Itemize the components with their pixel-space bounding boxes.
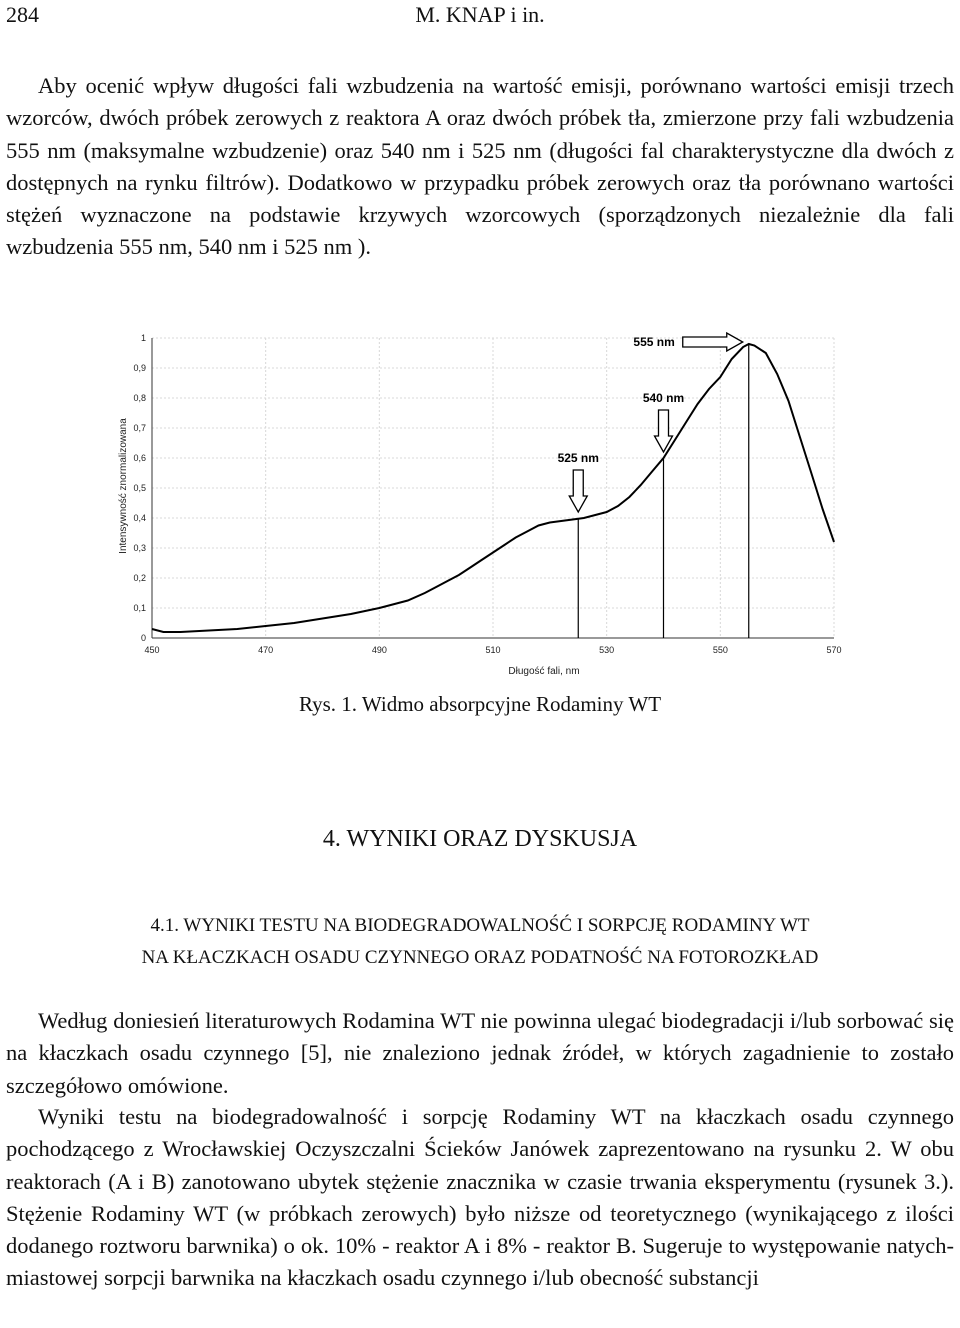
x-tick-label: 490 [371, 645, 387, 655]
x-tick-label: 550 [712, 645, 728, 655]
x-tick-label: 530 [599, 645, 615, 655]
y-tick-label: 0,6 [133, 453, 146, 463]
page-number: 284 [6, 2, 39, 27]
subsection-title-line-1: 4.1. WYNIKI TESTU NA BIODEGRADOWALNOŚĆ I SORPCJĘ RODAMINY WT [150, 915, 810, 936]
running-title: M. KNAP i in. [415, 2, 545, 27]
paragraph-results: Wyniki testu na biodegradowalność i sorpcję Rodaminy WT na kłaczkach osadu czynnego pochodzącego z Wrocławskiej Oczyszczalni Ścieków Janówek zaprezentowano na rysunku 2. W obu reaktorach (A i B) zanotowano ubytek stężenie znacznika w czasie trwania eksperymentu (rysunek 3.). Stężenie Rodaminy WT (w próbkach zerowych) było niższe od teoretycznego (wynikającego z ilości dodanego roztworu barwnika) o ok. 10% - reaktor A i 8% - reaktor B. Sugeruje to występowanie natychmiastowej sorpcji barwnika na kłaczkach osadu czynnego i/lub obecność substancji [6, 1104, 954, 1291]
y-tick-label: 0,3 [133, 543, 146, 553]
y-tick-label: 0,4 [133, 513, 146, 523]
paragraph-excitation-comparison: Aby ocenić wpływ długości fali wzbudzenia na wartość emisji, porównano wartości emisji trzech wzorców, dwóch próbek zerowych z reaktora A oraz dwóch próbek tła, zmierzone przy fali wzbudzenia 555 nm (maksymalne wzbudzenie) oraz 540 nm i 525 nm (długości fal charakterystyczne dla dwóch z dostępnych na rynku filtrów). Dodatkowo w przypadku próbek zerowych oraz tła porównano wartości stężeń wyznaczone na podstawie krzywych wzorcowych (sporządzonych niezależnie dla fali wzbudzenia 555 nm, 540 nm i 525 nm ). [6, 73, 954, 260]
x-axis-label: Długość fali, nm [508, 666, 580, 677]
x-tick-label: 450 [144, 645, 160, 655]
figure-caption: Rys. 1. Widmo absorpcyjne Rodaminy WT [298, 692, 662, 716]
x-tick-label: 510 [485, 645, 501, 655]
y-tick-label: 0,5 [133, 483, 146, 493]
wavelength-label: 555 nm [633, 335, 675, 349]
y-tick-label: 0,9 [133, 363, 146, 373]
wavelength-label: 540 nm [642, 391, 685, 405]
section-title: 4. WYNIKI ORAZ DYSKUSJA [322, 826, 638, 852]
y-tick-label: 0,7 [133, 423, 146, 433]
y-tick-label: 0,8 [133, 393, 146, 403]
y-tick-label: 0,2 [133, 573, 146, 583]
down-arrow-marker [655, 410, 673, 452]
subsection-title-line-2: NA KŁACZKACH OSADU CZYNNEGO ORAZ PODATNOŚĆ NA FOTOROZKŁAD [141, 947, 819, 968]
y-tick-label: 1 [140, 333, 146, 343]
right-arrow-marker [683, 333, 743, 351]
absorption-spectrum-chart [116, 326, 856, 684]
down-arrow-marker [569, 470, 587, 512]
paragraph-literature: Według doniesień literaturowych Rodamina WT nie powinna ulegać biodegradacji i/lub sorbować się na kłaczkach osadu czynnego [5], nie znaleziono jednak źródeł, w których zagadnienie to zostało szczegółowo omówione. [6, 1008, 954, 1098]
absorption-spectrum-figure [116, 326, 856, 684]
y-tick-label: 0 [140, 633, 146, 643]
y-axis-label: Intensywność znormalizowana [118, 418, 129, 554]
page-header [0, 0, 960, 30]
x-tick-label: 470 [258, 645, 274, 655]
wavelength-label: 525 nm [557, 451, 599, 465]
x-tick-label: 570 [826, 645, 842, 655]
subsection-title [60, 910, 900, 974]
y-tick-label: 0,1 [133, 603, 146, 613]
